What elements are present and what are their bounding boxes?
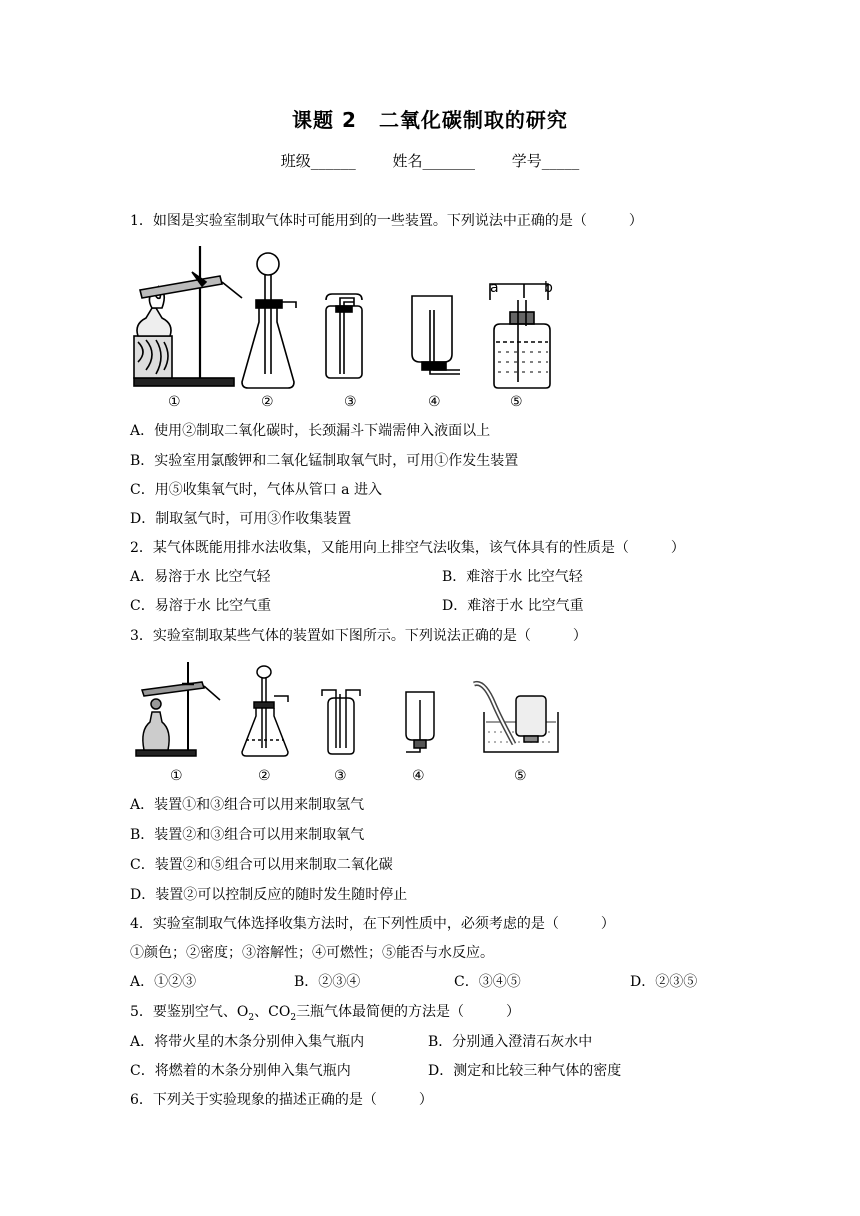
q3-figure-label-4: ④ xyxy=(412,768,425,784)
question-6-stem: 6．下列关于实验现象的描述正确的是（ ） xyxy=(130,1092,433,1108)
question-3-option-d: D．装置②可以控制反应的随时发生随时停止 xyxy=(130,887,408,903)
q3-figure-label-2: ② xyxy=(258,768,271,784)
q3-apparatus-1-heating-stand xyxy=(136,662,220,756)
title-text: 二氧化碳制取的研究 xyxy=(378,108,568,132)
question-5-stem-subscript-1: 2 xyxy=(248,1012,255,1023)
question-3-figure xyxy=(130,656,570,786)
apparatus-2-flask-funnel xyxy=(242,253,296,388)
question-1-stem: 1．如图是实验室制取气体时可能用到的一些装置。下列说法中正确的是（ ） xyxy=(130,213,643,229)
question-5-option-a: A．将带火星的木条分别伸入集气瓶内 xyxy=(130,1034,365,1050)
question-5-stem xyxy=(130,1003,520,1027)
question-5-stem-pre: 5．要鉴别空气、O xyxy=(130,1004,249,1020)
question-2-stem: 2．某气体既能用排水法收集，又能用向上排空气法收集，该气体具有的性质是（ ） xyxy=(130,540,685,556)
question-5-option-d: D．测定和比较三种气体的密度 xyxy=(428,1063,622,1079)
q3-apparatus-3-gas-bottle xyxy=(322,690,360,754)
student-info xyxy=(0,150,860,171)
question-5-stem-post: 三瓶气体最简便的方法是（ ） xyxy=(296,1004,521,1020)
question-1-option-c: C．用⑤收集氧气时，气体从管口 a 进入 xyxy=(130,482,382,498)
question-5-stem-subscript-2: 2 xyxy=(290,1012,297,1023)
question-2-option-d: D．难溶于水 比空气重 xyxy=(442,598,584,614)
question-1-option-b: B．实验室用氯酸钾和二氧化锰制取氧气时，可用①作发生装置 xyxy=(130,453,519,469)
question-2-option-b: B．难溶于水 比空气轻 xyxy=(442,569,583,585)
figure-label-4: ④ xyxy=(428,394,441,410)
question-5-stem-mid: 、CO xyxy=(254,1004,291,1020)
q3-figure-label-1: ① xyxy=(170,768,183,784)
tube-label-b: b xyxy=(544,280,553,296)
apparatus-1-heating-stand xyxy=(134,246,242,386)
question-1-option-a: A．使用②制取二氧化碳时，长颈漏斗下端需伸入液面以上 xyxy=(130,423,491,439)
question-3-option-a: A．装置①和③组合可以用来制取氢气 xyxy=(130,797,365,813)
apparatus-3-gas-bottle xyxy=(326,294,362,378)
tube-label-a: a xyxy=(490,280,499,296)
question-4-option-a: A．①②③ xyxy=(130,974,197,990)
name-field: 姓名_______ xyxy=(392,152,475,170)
figure-label-5: ⑤ xyxy=(510,394,523,410)
question-3-option-b: B．装置②和③组合可以用来制取氧气 xyxy=(130,827,365,843)
question-1-option-d: D．制取氢气时，可用③作收集装置 xyxy=(130,511,352,527)
q3-apparatus-5-water-trough xyxy=(474,683,558,752)
apparatus-5-washing-bottle xyxy=(490,284,550,388)
class-field: 班级______ xyxy=(280,152,356,170)
q3-apparatus-2-flask-funnel xyxy=(242,666,288,756)
question-5-option-c: C．将燃着的木条分别伸入集气瓶内 xyxy=(130,1063,351,1079)
figure-label-2: ② xyxy=(261,394,274,410)
q3-figure-label-3: ③ xyxy=(334,768,347,784)
student-id-field: 学号_____ xyxy=(511,152,580,170)
question-4-option-b: B．②③④ xyxy=(294,974,361,990)
question-2-option-c: C．易溶于水 比空气重 xyxy=(130,598,272,614)
title-number: 课题 2 xyxy=(292,108,357,132)
q3-apparatus-4-inverted-bottle xyxy=(406,692,434,752)
question-2-option-a: A．易溶于水 比空气轻 xyxy=(130,569,271,585)
page-title xyxy=(0,104,860,133)
figure-label-1: ① xyxy=(168,394,181,410)
question-4-properties: ①颜色；②密度；③溶解性；④可燃性；⑤能否与水反应。 xyxy=(130,945,494,961)
question-3-stem: 3．实验室制取某些气体的装置如下图所示。下列说法正确的是（ ） xyxy=(130,628,587,644)
question-4-stem: 4．实验室制取气体选择收集方法时，在下列性质中，必须考虑的是（ ） xyxy=(130,916,615,932)
question-4-option-c: C．③④⑤ xyxy=(454,974,521,990)
question-4-option-d: D．②③⑤ xyxy=(630,974,698,990)
question-5-option-b: B．分别通入澄清石灰水中 xyxy=(428,1034,593,1050)
apparatus-4-inverted-bottle xyxy=(412,296,460,374)
question-3-option-c: C．装置②和⑤组合可以用来制取二氧化碳 xyxy=(130,857,393,873)
figure-label-3: ③ xyxy=(344,394,357,410)
question-1-figure xyxy=(130,242,570,412)
q3-figure-label-5: ⑤ xyxy=(514,768,527,784)
